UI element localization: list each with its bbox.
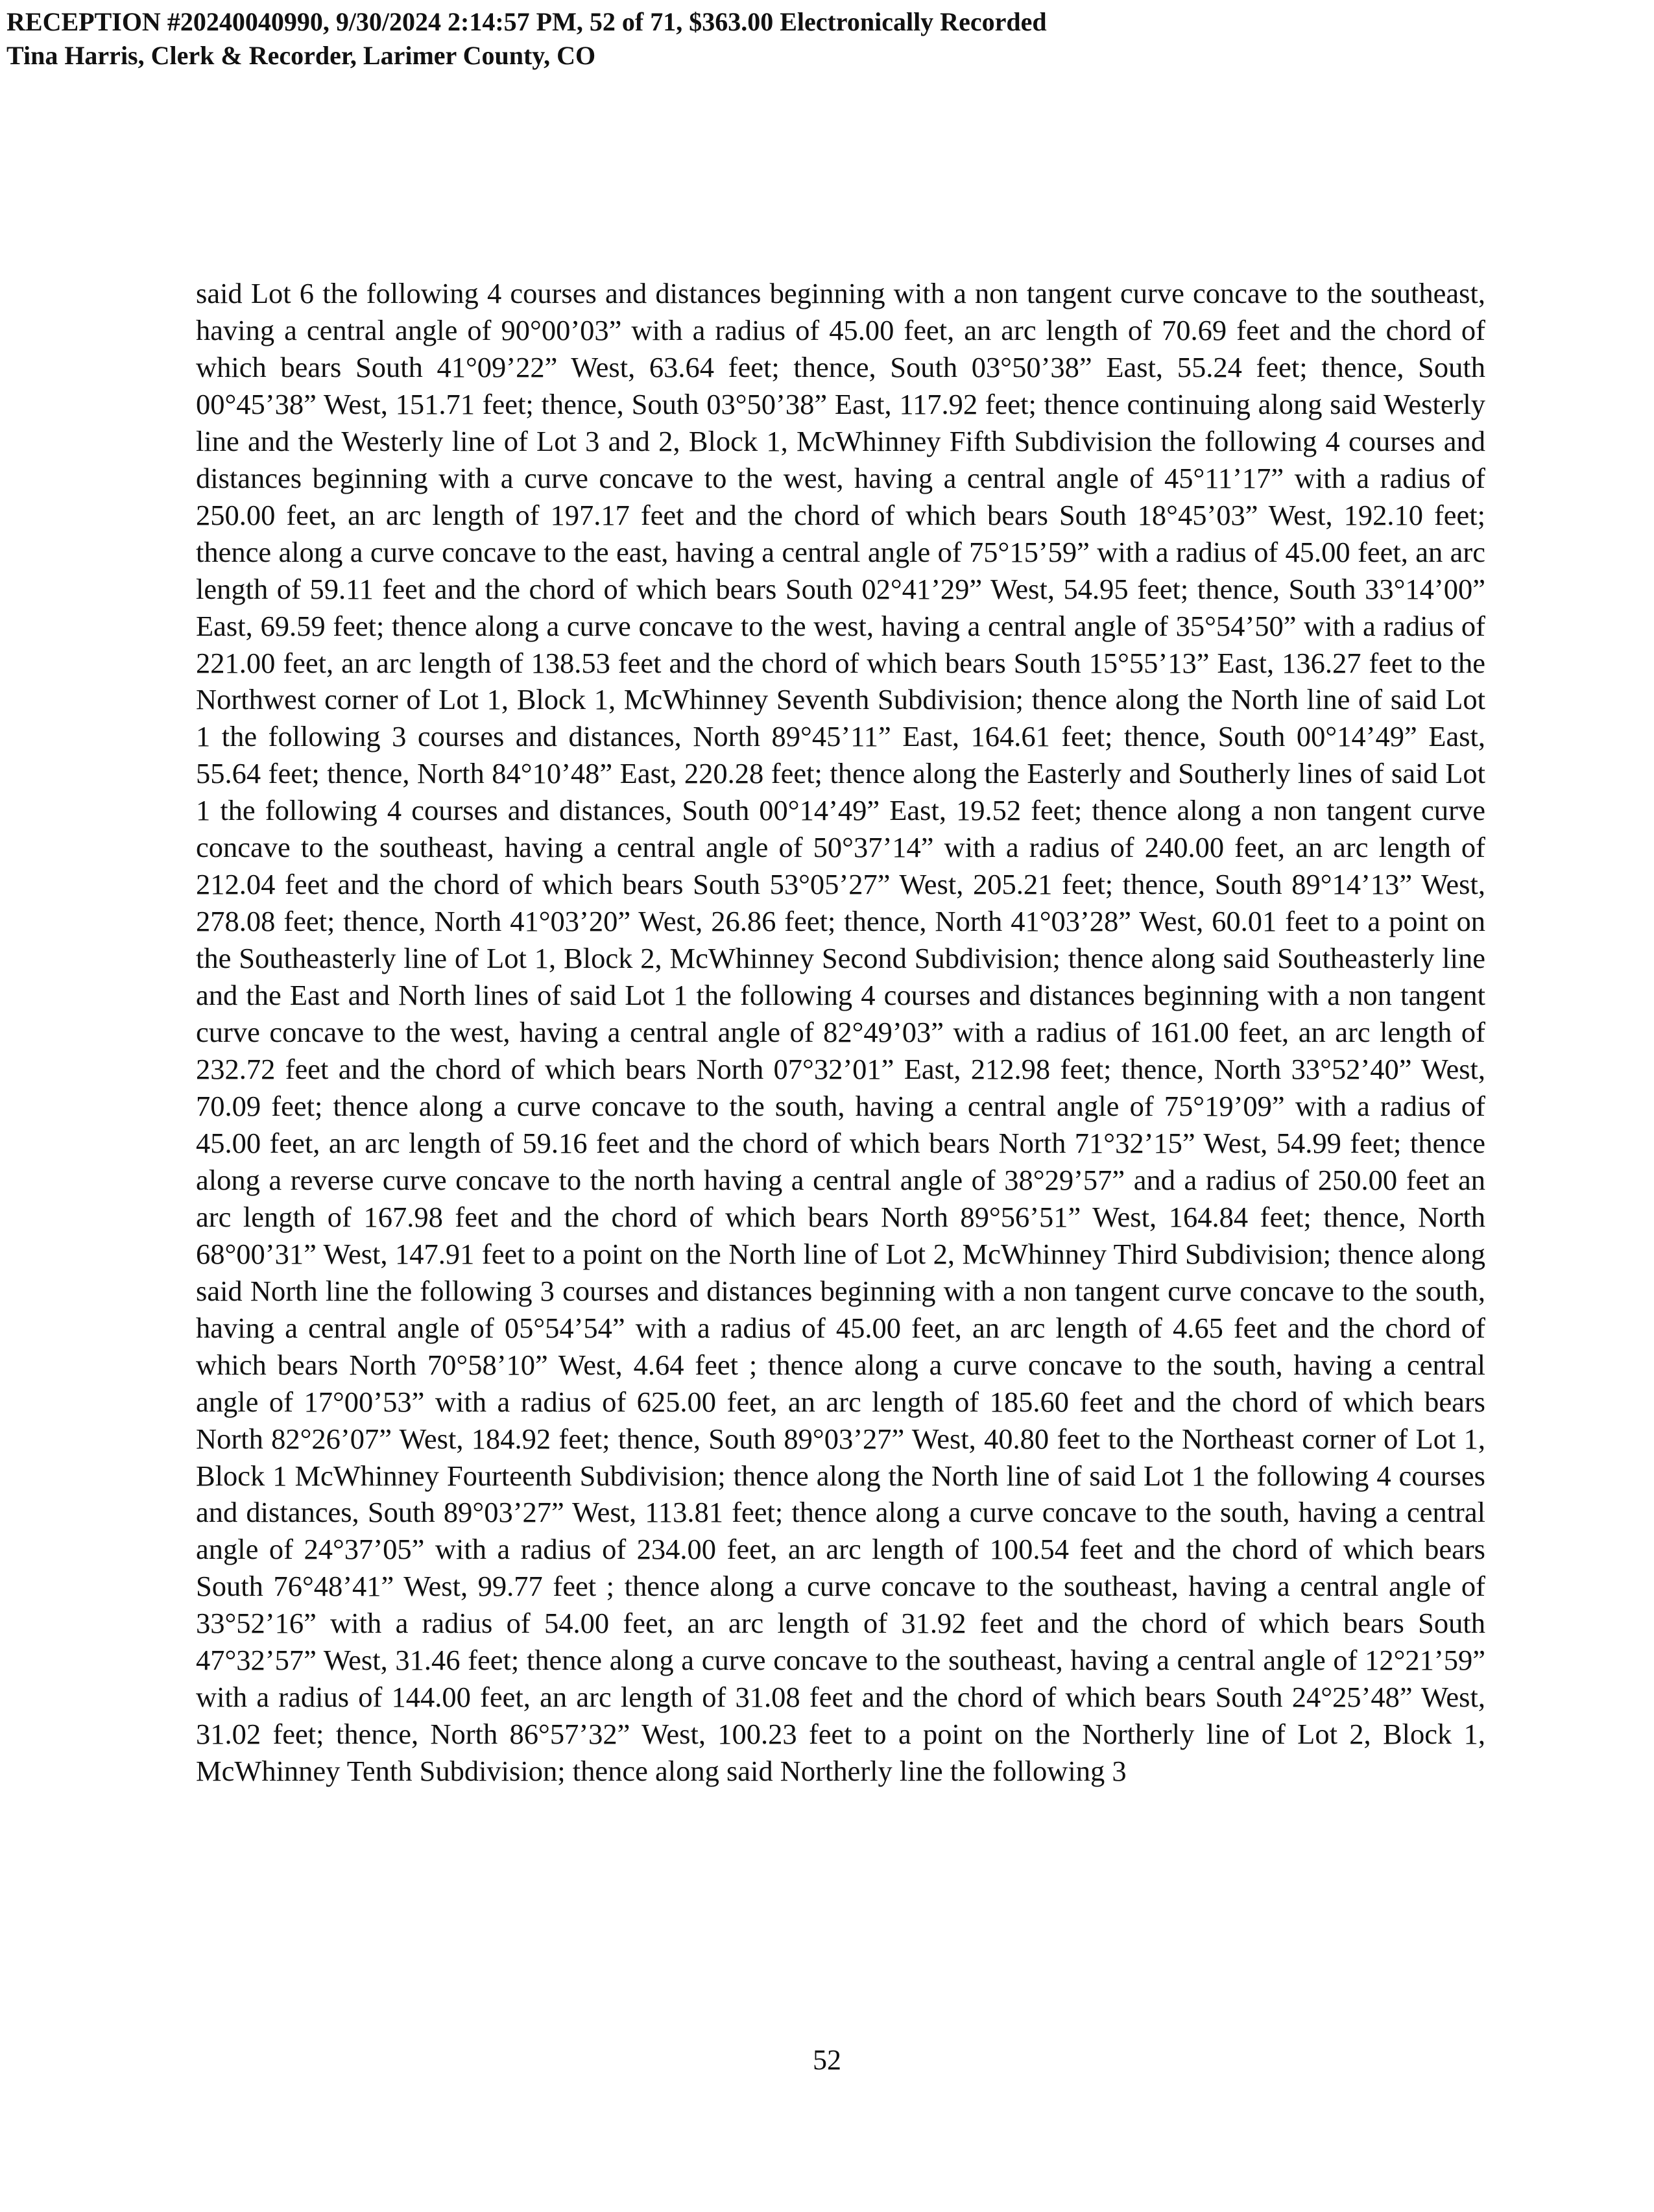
reception-line: RECEPTION #20240040990, 9/30/2024 2:14:57 PM, 52 of 71, $363.00 Electronically Recorded [6,7,1047,36]
recording-header [6,5,1628,73]
legal-description-paragraph: said Lot 6 the following 4 courses and distances beginning with a non tangent curve concave to the southeast, having a central angle of 90°00’03” with a radius of 45.00 feet, an arc length of 70.69 feet and the chord of which bears South 41°09’22” West, 63.64 feet; thence, South 03°50’38” East, 55.24 feet; thence, South 00°45’38” West, 151.71 feet; thence, South 03°50’38” East, 117.92 feet; thence continuing along said Westerly line and the Westerly line of Lot 3 and 2, Block 1, McWhinney Fifth Subdivision the following 4 courses and distances beginning with a curve concave to the west, having a central angle of 45°11’17” with a radius of 250.00 feet, an arc length of 197.17 feet and the chord of which bears South 18°45’03” West, 192.10 feet; thence along a curve concave to the east, having a central angle of 75°15’59” with a radius of 45.00 feet, an arc length of 59.11 feet and the chord of which bears South 02°41’29” West, 54.95 feet; thence, South 33°14’00” East, 69.59 feet; thence along a curve concave to the west, having a central angle of 35°54’50” with a radius of 221.00 feet, an arc length of 138.53 feet and the chord of which bears South 15°55’13” East, 136.27 feet to the Northwest corner of Lot 1, Block 1, McWhinney Seventh Subdivision; thence along the North line of said Lot 1 the following 3 courses and distances, North 89°45’11” East, 164.61 feet; thence, South 00°14’49” East, 55.64 feet; thence, North 84°10’48” East, 220.28 feet; thence along the Easterly and Southerly lines of said Lot 1 the following 4 courses and distances, South 00°14’49” East, 19.52 feet; thence along a non tangent curve concave to the southeast, having a central angle of 50°37’14” with a radius of 240.00 feet, an arc length of 212.04 feet and the chord of which bears South 53°05’27” West, 205.21 feet; thence, South 89°14’13” West, 278.08 feet; thence, North 41°03’20” West, 26.86 feet; thence, North 41°03’28” West, 60.01 feet to a point on the Southeasterly line of Lot 1, Block 2, McWhinney Second Subdivision; thence along said Southeasterly line and the East and North lines of said Lot 1 the following 4 courses and distances beginning with a non tangent curve concave to the west, having a central angle of 82°49’03” with a radius of 161.00 feet, an arc length of 232.72 feet and the chord of which bears North 07°32’01” East, 212.98 feet; thence, North 33°52’40” West, 70.09 feet; thence along a curve concave to the south, having a central angle of 75°19’09” with a radius of 45.00 feet, an arc length of 59.16 feet and the chord of which bears North 71°32’15” West, 54.99 feet; thence along a reverse curve concave to the north having a central angle of 38°29’57” and a radius of 250.00 feet an arc length of 167.98 feet and the chord of which bears North 89°56’51” West, 164.84 feet; thence, North 68°00’31” West, 147.91 feet to a point on the North line of Lot 2, McWhinney Third Subdivision; thence along said North line the following 3 courses and distances beginning with a non tangent curve concave to the south, having a central angle of 05°54’54” with a radius of 45.00 feet, an arc length of 4.65 feet and the chord of which bears North 70°58’10” West, 4.64 feet ; thence along a curve concave to the south, having a central angle of 17°00’53” with a radius of 625.00 feet, an arc length of 185.60 feet and the chord of which bears North 82°26’07” West, 184.92 feet; thence, South 89°03’27” West, 40.80 feet to the Northeast corner of Lot 1, Block 1 McWhinney Fourteenth Subdivision; thence along the North line of said Lot 1 the following 4 courses and distances, South 89°03’27” West, 113.81 feet; thence along a curve concave to the south, having a central angle of 24°37’05” with a radius of 234.00 feet, an arc length of 100.54 feet and the chord of which bears South 76°48’41” West, 99.77 feet ; thence along a curve concave to the southeast, having a central angle of 33°52’16” with a radius of 54.00 feet, an arc length of 31.92 feet and the chord of which bears South 47°32’57” West, 31.46 feet; thence along a curve concave to the southeast, having a central angle of 12°21’59” with a radius of 144.00 feet, an arc length of 31.08 feet and the chord of which bears South 24°25’48” West, 31.02 feet; thence, North 86°57’32” West, 100.23 feet to a point on the Northerly line of Lot 2, Block 1, McWhinney Tenth Subdivision; thence along said Northerly line the following 3 [196,277,1485,1788]
page-number: 52 [813,2044,841,2076]
clerk-recorder-line: Tina Harris, Clerk & Recorder, Larimer County, CO [6,41,596,70]
legal-description-body [196,275,1485,2030]
